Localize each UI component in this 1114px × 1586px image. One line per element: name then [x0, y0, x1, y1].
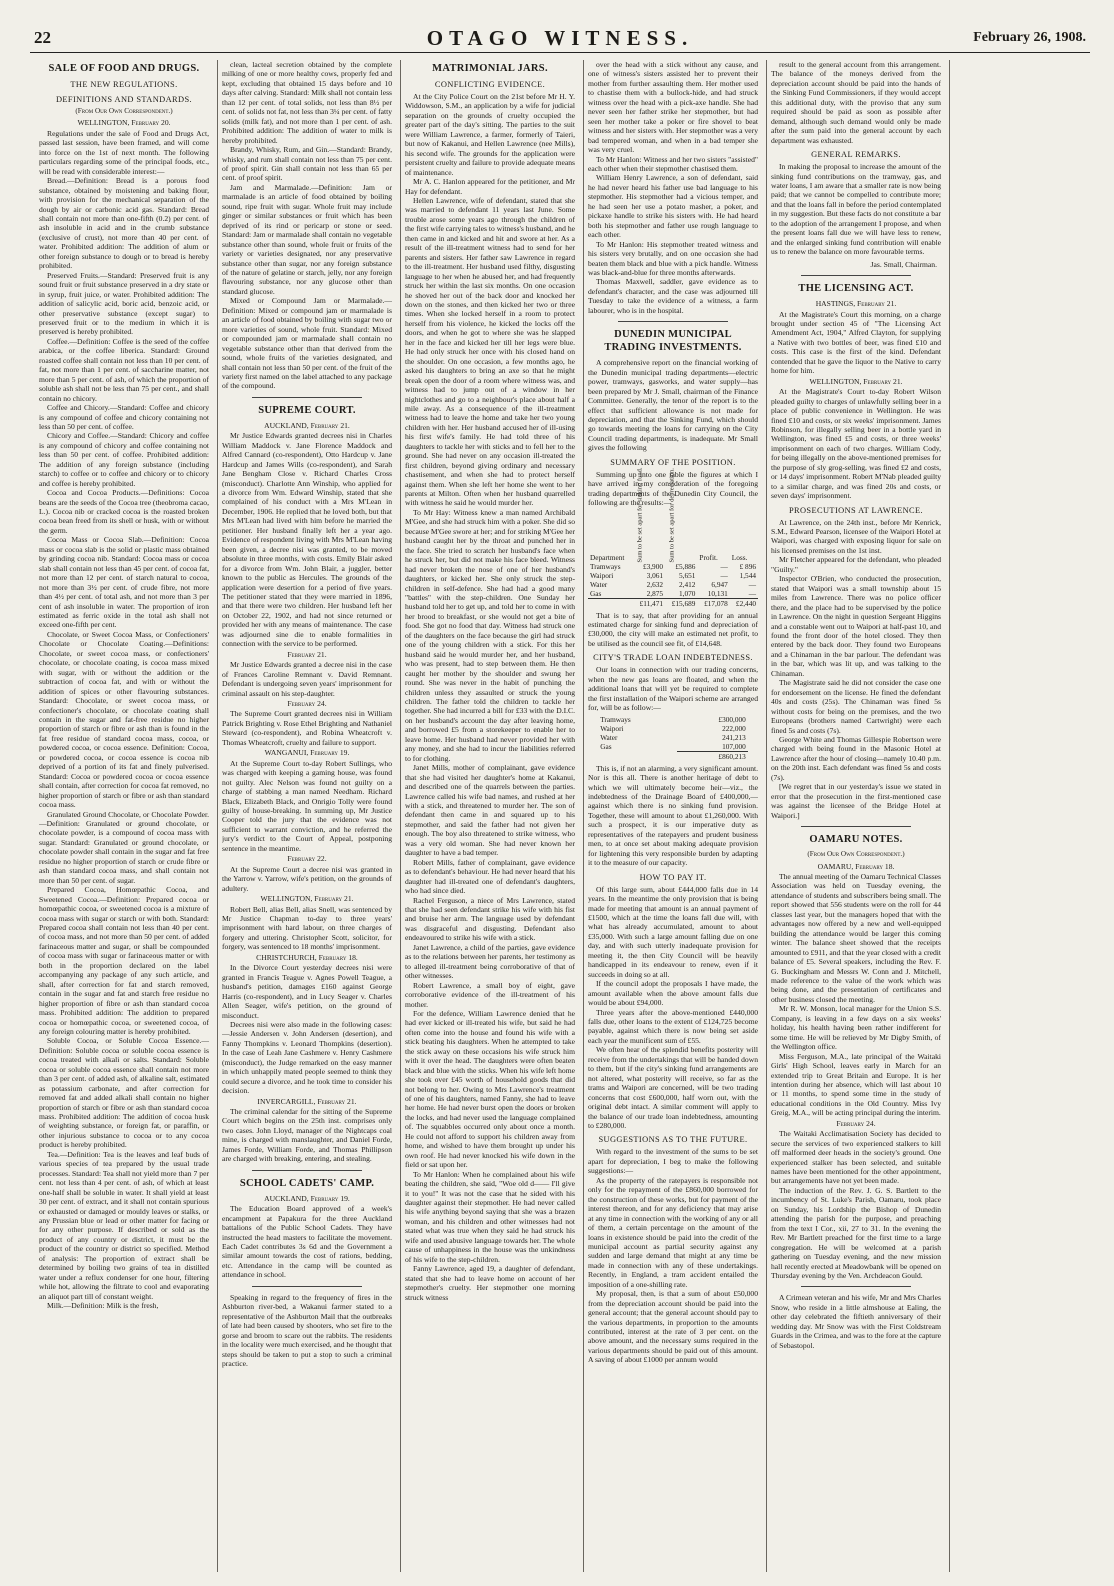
- newspaper-title: OTAGO WITNESS.: [426, 26, 694, 50]
- table-cell: 6,947: [711, 579, 728, 589]
- paragraph: Jam and Marmalade.—Definition: Jam or marmalade is an article of food obtained by boiling sound, ripe fruit with sugar. Whole fruit may include ginger or similar substances or fruit which has been deprived of its rind or pericarp or stone or seed. Standard: Jam or marmalade shall contain no vegetable substance other than sound, whole fruit or fruits of the variety or varieties designated, nor any preservative substance other than sugar, nor any foreign substance of the nature of gelatine or starch, jelly, nor any foreign flavouring substance, nor any glucose other than standard glucose.: [222, 182, 392, 296]
- table-cell: —: [748, 579, 756, 589]
- divider: [252, 397, 362, 398]
- section-subheading: SUGGESTIONS AS TO THE FUTURE.: [598, 1135, 748, 1145]
- article-headline: DUNEDIN MUNICIPAL TRADING INVESTMENTS.: [604, 329, 742, 354]
- paragraph: At the Magistrate's Court this morning, on a charge brought under section 45 of "The Licensing Act Amendment Act, 1904," Alfred Clayton, for supplying a Native with two bottles of beer, was fined £10 and costs. This case is the first of the kind. Defendant contended that he gave the liquor to the Native to carry home for him.: [771, 309, 941, 376]
- paragraph: At the Magistrate's Court to-day Robert Wilson pleaded guilty to charges of unlawfully selling beer in a place of public convenience in Wellington. He was fined £10 and costs, or six weeks' imprisonment. James Robinson, for illegally selling beer in a bottle yard in Wellington, was fined £5 and costs, or three weeks' imprisonment on each of two charges. William Cody, for being illegally on the above-mentioned premises for the purpose of sly grog-selling, was fined £2 and costs, or 14 days' imprisonment. Robert M'Nab pleaded guilty to a similar charge, and was fined 20s and costs, or seven days' imprisonment.: [771, 387, 941, 501]
- dateline: OAMARU, February 18.: [817, 861, 895, 871]
- paragraph: Milk.—Definition: Milk is the fresh,: [47, 1301, 159, 1311]
- paragraph: If the council adopt the proposals I have made, the amount available when the above amount falls due would be about £94,000.: [588, 979, 758, 1008]
- table-total-row: [588, 598, 758, 608]
- table-cell: Waipori: [590, 570, 614, 580]
- table-cell: 10,131: [707, 588, 728, 598]
- section-subheading: CITY'S TRADE LOAN INDEBTEDNESS.: [593, 653, 753, 663]
- paragraph: Robert Lawrence, a small boy of eight, gave corroborative evidence of the ill-treatment of his mother.: [405, 980, 575, 1009]
- paragraph: Tea.—Definition: Tea is the leaves and leaf buds of various species of tea prepared by the usual trade processes. Standard: Tea shall not yield more than 7 per cent. not less than 4 per cent. of ash, of which at least one-half shall be soluble in water. It shall yield at least 30 per cent. of extract, and it shall not contain spurious or exhausted or damaged or mouldy leaves or stalks, or any Prussian blue or lead or other matter for facing or for any other purpose. If described or sold as the product of any country or district, it must be the product of the country or district so specified. Method of analysis: The proportion of extract shall be determined by boiling two grains of tea in distilled water under a reflux condenser for one hour, filtering while hot, allowing the filtrate to cool and evaporating an aliquot part till of constant weight.: [39, 1149, 209, 1301]
- paragraph: Our loans in connection with our trading concerns, when the new gas loans are floated, and when the additional loans that will yet be required to complete the first installation of the Waipori scheme are arranged for, will be as follow:—: [588, 665, 758, 713]
- table-cell: 2,632: [646, 579, 664, 589]
- section-subheading: GENERAL REMARKS.: [811, 150, 901, 160]
- paragraph: The induction of the Rev. J. G. S. Bartlett to the incumbency of St. Luke's Parish, Oamaru, took place on Sunday, his Lordship the Bishop of Dunedin attending the parish for the purpose, and preaching from the text I Cor., xii, 27 to 31. In the evening the Rev. Mr Bartlett preached for the first time to a large congregation. He will be welcomed at a parish gathering on Tuesday evening, and the new mission hall recently erected at Meadowbank will be opened on Thursday evening by the Ven. Archdeacon Gould.: [771, 1185, 941, 1281]
- column-3: [405, 60, 575, 1572]
- table-cell: £5,886: [675, 561, 696, 571]
- paragraph: Soluble Cocoa, or Soluble Cocoa Essence.—Definition: Soluble cocoa or soluble cocoa essence is cocoa treated with alkali or salts. Standard: Soluble cocoa or soluble cocoa essence shall contain not more than 3 per cent. of added ash, of alkaline salt, estimated as potassium carbonate, and after correction for removed fat and added alkali shall contain no higher proportion of starch or fibre or ash than standard cocoa mass. Prohibited addition: The addition of cocoa husk of weighting substance, or foreign fat, or paraffin, or other injurious substance to cocoa or to any cocoa product is hereby prohibited.: [39, 1036, 209, 1150]
- paragraph: Chicory and Coffee.—Standard: Chicory and coffee is any compound of chicory and coffee containing not less than 50 per cent. of coffee. Prohibited addition: The addition of any foreign substance (including starch) to coffee or to coffee and chicory or to chicory and coffee is hereby prohibited.: [39, 431, 209, 488]
- table-row: [598, 724, 748, 733]
- loan-table: [598, 715, 748, 761]
- column-rule: [766, 60, 767, 1572]
- paragraph: Inspector O'Brien, who conducted the prosecution, stated that Waipori was a small township about 15 miles from Lawrence. There was no police officer there, and the place had to be supervised by the police in Lawrence. On the night in question Sergeant Higgins and a constable went out to Waipori at half-past 10, and found the front door of the hotel closed. They then entered by the back door. They found two Europeans and a Chinaman in the bar parlour. The defendant was in the bar, which was lit up, and was talking to the Chinaman.: [771, 574, 941, 678]
- paragraph: At the Supreme Court to-day Robert Sullings, who was charged with keeping a gaming house, was found not guilty. Alec Nelson was found not guilty on a charge of stabbing a man named Needham. Richard Black, Elizabeth Black, and Onrigio Tolly were found guilty of house-breaking. In summing up, Mr Justice Cooper told the jury that the evidence was not sufficient to warrant conviction, and he referred the jury's verdict to the Court of Appeal, postponing sentence in the meantime.: [222, 758, 392, 853]
- paragraph: In the Divorce Court yesterday decrees nisi were granted in Francis Teague v. Agnes Powell Teague, a husband's petition, damages £160 against George Harris (co-respondent), and in Lucy Seager v. Charles Allen Seager, wife's petition, on the ground of misconduct.: [222, 963, 392, 1020]
- divider: [252, 1286, 362, 1287]
- paragraph: At Lawrence, on the 24th inst., before Mr Kenrick, S.M., Edward Pearson, licensee of the Waipori Hotel at Waipori, was charged with exposing liquor for sale on his licensed premises on the 1st inst.: [771, 517, 941, 555]
- paragraph: William Henry Lawrence, a son of defendant, said he had never heard his father use bad language to his stepmother. His stepmother had a vicious temper, and he had seen her use a potato masher, a poker, and pickaxe handle to strike his sisters with. He had heard both his stepmother and father use rough language to each other.: [588, 173, 758, 240]
- dateline: WANGANUI, February 19.: [264, 748, 350, 758]
- table-cell: £17,078: [697, 598, 729, 608]
- article-headline: SALE OF FOOD AND DRUGS.: [48, 63, 200, 74]
- paragraph: over the head with a stick without any cause, and one of witness's sisters assisted her to prevent their mother from further assaulting them. Her mother used to chastise them with a bullock-hide, and had struck witness over the head with a pick-axe handle. She had never seen her father strike her stepmother, but had seen her mother take a poker or fire shovel to beat witness and her sisters with. Her stepmother was a very bad tempered woman, and when in a bad temper she was very cruel.: [588, 60, 758, 155]
- paragraph: The criminal calendar for the sitting of the Supreme Court which begins on the 25th inst. comprises only two cases. John Lloyd, manager of the Nightcaps coal mine, is charged with manslaughter, and Daniel Forde, James Forde, William Forde, and Thomas Phillipson are charged with breaking, entering, and stealing.: [222, 1107, 392, 1164]
- page-number: 22: [34, 28, 51, 47]
- paragraph: The annual meeting of the Oamaru Technical Classes Association was held on Tuesday evening, the attendance of students and subscribers being small. The report showed that 556 students were on the roll for 44 classes last year, but the managers hoped that with the advantages now offered by a new and well-equipped building the attendance would be larger this coming winter. The balance sheet showed that the receipts amounted to £911, and that the year closed with a credit balance of £5. Several speakers, including the Rev. F. G. Buckingham and Messrs W. Conn and J. Mitchell, made reference to the value of the work which was being done, and the presentation of certificates and other business closed the meeting.: [771, 871, 941, 1004]
- table-cell: 2,412: [678, 579, 696, 589]
- table-cell: Water: [590, 579, 608, 589]
- article-headline: THE LICENSING ACT.: [798, 283, 914, 295]
- paragraph: Summing up into one table the figures at which I have arrived in my consideration of the foregoing trading departments of the Dunedin City Council, the following are the results:—: [588, 469, 758, 508]
- table-cell: 5,651: [678, 570, 696, 580]
- dateline: February 24.: [287, 699, 327, 708]
- dateline: February 22.: [287, 854, 327, 864]
- table-cell: —: [720, 561, 728, 571]
- paragraph: Coffee.—Definition: Coffee is the seed of the coffee arabica, or the coffee liberica. Standard: Ground roasted coffee shall contain not less than 10 per cent. of fat, not more than 1 per cent. of saccharine matter, not more than 5 per cent. of ash, of which the proportion of soluble ash shall not be less than 75 per cent., and shall contain no chicory.: [39, 336, 209, 403]
- column-rule: [949, 60, 950, 1572]
- table-row: [588, 571, 758, 580]
- paragraph: Hellen Lawrence, wife of defendant, stated that she was married to defendant 11 years last June. Some trouble arose some years ago through the children of the first wife carrying tales to witness's husband, and he then came in and kicked and hit and swore at her. As a result of the ill-treatment witness had to send for her parents and sisters. Her father saw Lawrence in regard to the ill-treatment. Her husband used filthy, disgusting language to her when he abused her, and had frequently struck her within the last six months. On one occasion he shoved her out of the back door and knocked her down on the stones, and then kicked her two or three times. When she locked herself in a room to protect herself from his violence, he kicked the locks off the doors, and when he got to where she was he slapped her in the face and kicked her till her legs were blue. He had only struck her once with his closed hand on the shoulder. On one occasion, a few months ago, he asked his daughters to bring an axe so that he might break open the door of a room where witness was, and witness had to jump out of a window in her nightclothes and go to a neighbour's place about half a mile away. As a consequence of the ill-treatment witness had to leave the home and take her two young children with her. Her husband accused her of ill-using his first wife's family. He had told three of his daughters to tackle her with sticks and to fell her to the ground. She had never on any occasion ill-treated the first children, beyond giving ordinary and necessary chastisement, and when she had to protect herself against them. When she left her home she went to her parents at Milton. Often when her husband quarrelled with witness he said he would murder her.: [405, 195, 575, 508]
- paragraph: Brandy, Whisky, Rum, and Gin.—Standard: Brandy, whisky, and rum shall contain not less than 75 per cent. of proof spirit. Gin shall contain not less than 65 per cent. of proof spirit.: [222, 145, 392, 183]
- dateline: WELLINGTON, February 21.: [809, 376, 903, 386]
- table-header: Profit.: [699, 552, 718, 562]
- table-cell: 107,000: [722, 741, 746, 751]
- paragraph: Fanny Lawrence, aged 19, a daughter of defendant, stated that she had to leave home on account of her stepmother's cruelty. Her stepmother one morning struck witness: [405, 1264, 575, 1302]
- table-total-row: [598, 751, 748, 761]
- table-row: [598, 733, 748, 742]
- paragraph: Mixed or Compound Jam or Marmalade.—Definition: Mixed or compound jam or marmalade is an article of food obtained by boiling with sugar two or more varieties of sound, whole fruit. Standard: Mixed or compounded jam or marmalade shall contain no vegetable substance other than that derived from the sound, whole fruits of the varieties designated, and shall contain not less than 50 per cent. of the fruit of the variety first named on the label attached to any package of the compound.: [222, 296, 392, 391]
- table-cell: £860,213: [677, 751, 748, 761]
- dateline: CHRISTCHURCH, February 18.: [256, 952, 358, 962]
- paragraph: My proposal, then, is that a sum of about £50,000 from the depreciation account should be paid into the general account; that the general account should pay to the various departments, in proportion to the amounts contributed, interest at the rate of 3 per cent. on the above amount, and the necessary sums required in the various departments should be paid out of this amount. A saving of about £1000 per annum would: [588, 1289, 758, 1365]
- article-headline: SUPREME COURT.: [258, 404, 356, 416]
- table-cell: —: [720, 570, 728, 580]
- paragraph: The Supreme Court granted decrees nisi in William Patrick Brighting v. Rose Ethel Brighting and Nathaniel Steward (co-respondent), and Robina Wheatcroft v. Thomas Wheatcroft, cruelty and failure to support.: [222, 709, 392, 747]
- paragraph: Three years after the above-mentioned £440,000 falls due, other loans to the extent of £124,725 become payable, against which there is now being set aside each year the munificent sum of £55.: [588, 1007, 758, 1045]
- table-cell: £15,689: [665, 598, 697, 608]
- article-subheading: DEFINITIONS AND STANDARDS.: [55, 95, 193, 104]
- dateline: INVERCARGILL, February 21.: [257, 1096, 357, 1106]
- paragraph: This is, if not an alarming, a very significant amount. Nor is this all. There is another heritage of debt to which we will ultimately become heir—viz., the indebtedness of the Drainage Board of £400,000,—against which there is no sinking fund provision. Together, these will amount to about £1,260,000. With such a prospect, it is our imperative duty as representatives of the ratepayers and prudent business men, to at once set about making adequate provision for lightening this very responsible burden by adapting it to the measure of our capacity.: [588, 763, 758, 868]
- paragraph: Rachel Ferguson, a niece of Mrs Lawrence, stated that she had seen defendant strike his wife with his fist and bruise her arm. The language used by defendant was disgraceful and disgusting. Defendant also endeavoured to strike his wife with a stick.: [405, 895, 575, 943]
- paragraph: Granulated Ground Chocolate, or Chocolate Powder.—Definition: Granulated or ground chocolate, or chocolate powder, is a compound of cocoa mass with sugar. Standard: Granulated or ground chocolate, or chocolate powder shall contain in the sugar and fat free residue no higher proportion of starch or crude fibre or ash than standard cocoa mass, and shall contain not more than 50 per cent. of sugar.: [39, 809, 209, 885]
- article-headline: OAMARU NOTES.: [809, 834, 903, 846]
- table-cell: [588, 598, 633, 608]
- column-rule: [400, 60, 401, 1572]
- divider: [252, 1170, 362, 1171]
- table-cell: 1,070: [678, 588, 696, 598]
- table-cell: —: [748, 588, 756, 598]
- paragraph: Bread.—Definition: Bread is a porous food substance, obtained by moistening and baking flour, with provision for the mechanical separation of the dough by air or carbonic acid gas. Standard: Bread shall contain not more than one-fifth (0.2) per cent. of ash insoluble in acid and in the crumb substance (exclusive of crust), not more than 40 per cent. of water. Prohibited addition: The addition of alum or other foreign substance to dough or to bread is hereby prohibited.: [39, 176, 209, 271]
- column-rule: [217, 60, 218, 1572]
- paragraph: Prepared Cocoa, Homœpathic Cocoa, and Sweetened Cocoa.—Definition: Prepared cocoa or homœpathic cocoa, or sweetened cocoa is a mixture of cocoa mass with sugar or starch or with both. Standard: Prepared cocoa shall contain not less than 40 per cent. of cocoa mass, and not more than 50 per cent. of added farinaceous matter and sugar, or shall be compounded of cocoa mass with sugar or farinaceous matter or with both in the proportion declared on the label accompanying any package of any such article, and shall, after correction for fat and starch removed, contain in the sugar and fat and starch free residue no higher proportion of fibre or ash than standard cocoa mass. Prohibited addition: The addition to prepared cocoa or homœpathic cocoa, or sweetened cocoa, of any foreign colouring matter is hereby prohibited.: [39, 885, 209, 1036]
- article-headline: MATRIMONIAL JARS.: [432, 63, 548, 74]
- table-cell: Tramways: [590, 561, 621, 571]
- table-cell: £ 896: [739, 561, 756, 571]
- paragraph: Mr A. C. Hanlon appeared for the petitioner, and Mr Hay for defendant.: [405, 177, 575, 196]
- paragraph: Mr Fletcher appeared for the defendant, who pleaded "Guilty.": [771, 555, 941, 574]
- dateline: WELLINGTON, February 20.: [77, 118, 171, 128]
- dateline: AUCKLAND, February 19.: [264, 1193, 350, 1203]
- paragraph: To Mr Hanlon: His stepmother treated witness and his sisters very brutally, and on one occasion she had beaten them black and blue with a pick handle. Witness was black-and-blue for three months afterwards.: [588, 239, 758, 277]
- paragraph: To Mr Hanlon: Witness and her two sisters "assisted" each other when their stepmother chastised them.: [588, 154, 758, 173]
- paragraph: Preserved Fruits.—Standard: Preserved fruit is any sound fruit or fruit substance preserved in a dry state or in syrup, fruit juice, or water. Prohibited addition: The addition of salicylic acid, boric acid, benzoic acid, or other preservative substance (except sugar) to preserved fruit or to the medium in which it is preserved is hereby prohibited.: [39, 270, 209, 337]
- paragraph: Coffee and Chicory.—Standard: Coffee and chicory is any compound of coffee and chicory containing not less than 50 per cent. of coffee.: [39, 403, 209, 431]
- byline: (From Our Own Correspondent.): [75, 107, 173, 115]
- table-cell: 2,875: [646, 588, 664, 598]
- table-cell: £2,440: [730, 598, 758, 608]
- table-header: Loss.: [731, 552, 748, 562]
- table-cell: Gas: [590, 588, 602, 598]
- paragraph: [We regret that in our yesterday's issue we stated in error that the prosecution in the first-mentioned case was against the licensee of the Bridge Hotel at Waipori.]: [771, 782, 941, 820]
- paragraph: For the defence, William Lawrence denied that he had ever kicked or ill-treated his wife, but said he had often come into the house and found his wife with a stick beating his daughters. When he attempted to take the stick away on these occasions his wife struck him with it over the head. The daughters were often beaten black and blue with the sticks. When his wife left home she took over £45 worth of household goods that did not belong to her. Owing to Mrs Lawrence's treatment of one of his daughters, named Fanny, she had to leave her home. He had never burst open the doors or broken the locks, and had never used the language complained of. The squabbles occurred only about once a month. He could not afford to support his children away from home, and wished to have them brought up under his own roof. He had never knocked his wife down in the field or sat upon her.: [405, 1008, 575, 1170]
- paragraph: Mr Justice Edwards granted a decree nisi in the case of Frances Caroline Remnant v. David Remnant. Defendant is undergoing seven years' imprisonment for criminal assault on his step-daughter.: [222, 660, 392, 698]
- dateline: February 24.: [836, 1118, 876, 1128]
- table-row: [588, 589, 758, 599]
- column-1: [39, 60, 209, 1572]
- paragraph: A comprehensive report on the financial working of the Dunedin municipal trading departments—electric power, tramways, gasworks, and water supply—has been prepared by Mr J. Small, chairman of the Finance Committee. Generally, the tenor of the report is to the effect that sufficient allowance is not made for depreciation, and that the Sinking Fund, which should go towards meeting the loans for carrying on the City Council trading departments, is inadequate. Mr Small gives the following: [588, 358, 758, 453]
- paragraph: Miss Ferguson, M.A., late principal of the Waitaki Girls' High School, leaves early in March for an extended trip to Great Britain and Europe. It is her intention during her absence, which will last about 10 or 11 months, to spend some time in the study of educational conditions in the Old Country. Miss Ivy Greig, M.A., will be acting principal during the interim.: [771, 1051, 941, 1118]
- table-cell: 1,544: [739, 570, 756, 580]
- table-cell: £11,471: [633, 598, 665, 608]
- table-cell: £3,900: [642, 561, 664, 571]
- divider: [801, 275, 911, 276]
- table-cell: 222,000: [722, 723, 746, 733]
- paragraph: The Waitaki Acclimatisation Society has decided to secure the services of two experienced stalkers to kill off malformed deer heads in the society's ground. One experienced stalker has been selected, and suitable names have been mentioned for the other appointment, but arrangements have not yet been made.: [771, 1129, 941, 1186]
- paragraph: Decrees nisi were also made in the following cases:—Jessie Andersen v. John Andersen (desertion), and Fanny Thompkins v. Leonard Thompkins (desertion). In the case of Leah Jane Cashmere v. Henry Cashmere (misconduct), the Judge remarked on the easy manner in which unhappily mated people seemed to think they could secure a divorce, and he took time to consider his decision.: [222, 1019, 392, 1096]
- article-subheading: THE NEW REGULATIONS.: [70, 80, 178, 89]
- paragraph: Robert Mills, father of complainant, gave evidence as to defendant's behaviour. He had never heard that his daughter had ill-treated one of defendant's daughters, who had since died.: [405, 857, 575, 896]
- section-subheading: SUMMARY OF THE POSITION.: [610, 457, 736, 467]
- divider: [801, 1286, 911, 1287]
- table-row: [598, 742, 748, 752]
- paragraph: George White and Thomas Gillespie Robertson were charged with being found in the Masonic Hotel at Lawrence after the hour of closing—namely 10.40 p.m. on the 20th inst. Each defendant was fined 5s and costs (7s).: [771, 735, 941, 782]
- divider: [801, 826, 911, 827]
- paragraph: Janet Lawrence, a child of the parties, gave evidence as to the relations between her parents, her testimony as to alleged ill-treatment being corroborative of that of other witnesses.: [405, 942, 575, 981]
- paragraph: As the property of the ratepayers is responsible not only for the repayment of the £860,000 borrowed for the construction of these works, but for payment of the interest thereon, and for any deficiency that may arise at any time in connection with the working of any or all of them, a certain percentage on the amount of the loans in existence should be paid into the credit of the municipal account as partial security against any sudden and large demand that might at any time be made in connection with any of these undertakings. Recently, in England, a tram accident entailed the imposition of a one-shilling rate.: [588, 1175, 758, 1289]
- column-rule: [583, 60, 584, 1572]
- table-cell: 241,213: [722, 732, 746, 742]
- table-cell: Water: [600, 732, 618, 742]
- section-subheading: PROSECUTIONS AT LAWRENCE.: [788, 505, 924, 515]
- table-header-row: [588, 510, 758, 562]
- table-header: Sum to be set apart for sinking fund.: [636, 467, 644, 563]
- masthead: [30, 26, 1090, 53]
- paragraph: To Mr Hanlon: When he complained about his wife beating the children, she said, "Woe old d—— I'll give it to you!" It was not the case that he sided with his daughter against their stepmother. He had never called his wife anything beyond saying that she was a brazen woman, and his children and other witnesses had not stated what was true when they said he had struck his wife and used abusive language towards her. The whole cause of unhappiness in the house was the unkindness of his wife to the step-children.: [405, 1169, 575, 1264]
- paragraph: That is to say, that after providing for an annual estimated charge for sinking fund and depreciation of £30,000, the city will make an estimated net profit, to be utilised as the council see fit, of £14,648.: [588, 610, 758, 648]
- paragraph: Mr Justice Edwards granted decrees nisi in Charles William Maddock v. Jane Florence Maddock and Alfred Cannard (co-respondent), Otto Hardcup v. Jane Hardcup and James Wills (co-respondent), and Sarah Jane Bengham Close v. Richard Charles Cross (misconduct). Charlotte Ann Winship, who applied for a divorce from Wm. Edward Winship, stated that she complained of his conduct with a Mrs M'Lean in December, 1906. He replied that he loved both, but that Mrs M'Lean had lived with him before he married the petitioner. Her husband finally left her a year ago. Evidence of respondent living with Mrs M'Lean having been given, a decree nisi was granted, to be moved absolute in three months, with costs. Emily Blair asked for a divorce from Wm. John Blair, a juggler, better known to the public as Hercules. The grounds of the application were desertion for a period of five years. The petitioner stated that they were married in 1896, and that there were two children. Her husband left her on October 22, 1902, and had not since returned or provided her with any means of maintenance. The case was adjourned sine die to enable formalities in connection with the service to be performed.: [222, 431, 392, 649]
- table-row: [588, 580, 758, 589]
- paragraph: We often hear of the splendid benefits posterity will receive from the undertakings that will be handed down to them, but if the city's sinking fund arrangements are not altered, what posterity will receive, so far as the trams and Waipori are concerned, will be two trading concerns that cost £600,000, half worn out, with the original debt intact. A similar comment will apply to the balance of our trade loan indebtedness, amounting to £280,000.: [588, 1045, 758, 1130]
- paragraph: The Education Board approved of a week's encampment at Papakura for the three Auckland battalions of the Public School Cadets. They have instructed the head masters to facilitate the movement. Each Cadet contributes 3s 6d and the Government a similar amount towards the cost of rations, bedding, etc. Attendance in the camp will be counted as attendance in school.: [222, 1204, 392, 1280]
- article-subheading: CONFLICTING EVIDENCE.: [434, 80, 546, 89]
- paragraph: Speaking in regard to the frequency of fires in the Ashburton river-bed, a Wakanui farmer stated to a representative of the Ashburton Mail that the outbreaks of late had been caused by shooters, who set fire to the gorse and broom to scare out the rabbits. The residents in the locality were much exercised, and he thought that steps should be taken to put a stop to such a criminal practice.: [222, 1292, 392, 1368]
- column-4: [588, 60, 758, 1572]
- divider: [618, 321, 728, 322]
- dateline: AUCKLAND, February 21.: [264, 420, 350, 430]
- table-row: [598, 715, 748, 724]
- paragraph: Cocoa Mass or Cocoa Slab.—Definition: Cocoa mass or cocoa slab is the solid or plastic mass obtained by grinding cocoa nib. Standard: Cocoa mass or cocoa slab shall contain not less than 45 per cent. of cocoa fat, not more than 12 per cent. of starch natural to cocoa, not more than 3½ per cent. of crude fibre, not more than 4½ per cent. of total ash, and not more than 3 per cent of ash insoluble in water. The proportion of iron estimated as ferric oxide in the total ash shall not exceed one-fifth per cent.: [39, 535, 209, 630]
- paragraph: Janet Mills, mother of complainant, gave evidence that she had visited her daughter's home at Kakanui, and described one of the quarrels between the parties. Lawrence called his wife bad names, and rushed at her with a stick, and threatened to murder her. The son of defendant then came in and squared up to his stepmother, and said the father had not given her enough. The boy also threatened to strike witness, who was a very old woman. She had never known her daughter to have a bad temper.: [405, 763, 575, 858]
- paragraph: Chocolate, or Sweet Cocoa Mass, or Confectioners' Chocolate or Chocolate Coating.—Definitions: Chocolate, or sweet cocoa mass, or confectioners' chocolate, or chocolate coating, is cocoa mass mixed with sugar, with or without the addition or the subtraction of cocoa fat, and with or without the addition of spices or other flavouring substances. Standard: Chocolate, or sweet cocoa mass, or confectioner's chocolate, or chocolate coating shall contain in the sugar and fat-free residue no higher proportion of starch or fibre or ash than is found in the fat free residue of standard cocoa mass, cocoa, or powdered cocoa, or cocoa essence. Definition: Cocoa, or powdered cocoa, or cocoa essence is cocoa nib deprived of a portion of its fat and finely pulverised. Standard: Cocoa or powdered cocoa or cocoa essence shall contain, after correction for cocoa fat removed, no higher proportion of starch or fibre or ash than standard cocoa mass.: [39, 629, 209, 810]
- signature: Jas. Small, Chairman.: [870, 259, 937, 269]
- table-cell: Gas: [600, 741, 612, 751]
- paragraph: In making the proposal to increase the amount of the sinking fund contributions on the tramway, gas, and water loans, I am aware that a smaller rate is now being paid; that we cannot be compelled to contribute more; and that the loans fall in before the period contemplated in my suggestion. But these facts do not constitute a bar to the adoption of the arrangement I propose, and when the present loans fall due we will have less to renew, and the enlarged sinking fund contribution will enable us to renew the balance on more favourable terms.: [771, 162, 941, 257]
- paragraph: Regulations under the sale of Food and Drugs Act, passed last session, have been framed, and will come into force on the 1st of next month. The following particulars regarding some of the principal foods, etc., will be read with considerable interest:—: [39, 128, 209, 176]
- paragraph: A Crimean veteran and his wife, Mr and Mrs Charles Snow, who reside in a little almshouse at Ealing, the other day celebrated the fiftieth anniversary of their wedding day. Mr Snow was with the First Coldstream Guards in the Crimea, and was to the fore at the capture of Sebastopol.: [771, 1293, 941, 1350]
- paragraph: With regard to the investment of the sums to be set apart for depreciation, I beg to make the following suggestions:—: [588, 1147, 758, 1176]
- table-cell: Tramways: [600, 714, 631, 724]
- dateline: HASTINGS, February 21.: [815, 299, 897, 309]
- section-subheading: HOW TO PAY IT.: [639, 872, 707, 882]
- paragraph: clean, lacteal secretion obtained by the complete milking of one or more healthy cows, properly fed and kept, excluding that obtained 15 days before and 10 days after calving. Standard: Milk shall not contain less than 12 per cent. of total solids, not less than 8½ per cent. of solids not fat, not less than 3¼ per cent. of fatty solids (milk fat), and not more than 1 per cent. of ash. Prohibited addition: The addition of water to milk is hereby prohibited.: [222, 60, 392, 145]
- paragraph: Robert Bell, alias Bell, alias Snell, was sentenced by Mr Justice Chapman to-day to three years' imprisonment with hard labour, on three charges of forgery and uttering. Christopher Scott, solicitor, for forgery, was sentenced to 18 months' imprisonment.: [222, 904, 392, 952]
- byline: (From Our Own Correspondent.): [807, 850, 905, 859]
- column-2: [222, 60, 392, 1572]
- paragraph: Mr R. W. Monson, local manager for the Union S.S. Company, is leaving in a few days on a six weeks' holiday, his health having been rather indifferent for some time. He will be relieved by Mr Digby Smith, of the Wellington office.: [771, 1004, 941, 1052]
- paragraph: At the City Police Court on the 21st before Mr H. Y. Widdowson, S.M., an application by a wife for judicial separation on the grounds of cruelty occupied the greater part of the day's sitting. The parties to the suit were William Lawrence, a farmer, formerly of Taieri, but now of Kakanui, and Hellen Lawrence (nee Mills), his second wife. The grounds for the application were persistent cruelty and failure to provide adequate means of maintenance.: [405, 92, 575, 177]
- dateline: WELLINGTON, February 21.: [260, 894, 354, 904]
- table-header: Sum to be set apart for depreciation.: [668, 467, 676, 563]
- table-cell: £300,000: [718, 714, 746, 724]
- paragraph: At the Supreme Court a decree nisi was granted in the Yarrow v. Yarrow, wife's petition, on the grounds of adultery.: [222, 864, 392, 893]
- paragraph: Of this large sum, about £444,000 falls due in 14 years. In the meantime the only provision that is being made for meeting that amount is an annual payment of £1500, which at the time the loans fall due will, with what has already accumulated, amount to about £35,000. With such a large amount falling due on one day, and with such utterly inadequate provision for meeting it, the then City Council will be heavily handicapped in its endeavour to renew, even if it succeeds in doing so at all.: [588, 884, 758, 979]
- issue-date: February 26, 1908.: [973, 30, 1086, 45]
- paragraph: Cocoa and Cocoa Products.—Definitions: Cocoa beans are the seeds of the Cocoa tree (theobroma cacao, L.). Cocoa nib or cracked cocoa is the roasted broken cocoa bean freed from its shell or husk, with or without the germ.: [39, 488, 209, 535]
- paragraph: result to the general account from this arrangement. The balance of the moneys derived from the depreciation account should be paid into the hands of the Sinking Fund Commissioners, if they would accept this additional duty, with the proviso that any sum required should be paid as soon as possible after demand, although such demand would only be made after the sum paid into the general account by each department was exhausted.: [771, 60, 941, 145]
- table-cell: Waipori: [600, 723, 624, 733]
- table-cell: 3,061: [646, 570, 664, 580]
- paragraph: To Mr Hay: Witness knew a man named Archibald M'Gee, and she had struck him with a poker. She did so because M'Gee swore at her; and for striking M'Gee her husband caught her by the throat and punched her in the face. She tried to scratch her husband's face when he struck her, but did not make his face bleed. Witness had never broken the nose of one of her husband's daughters, or kicked her. She only struck the step-children in self-defence. She had had a good many "battles" with the step-children. One Sunday her husband told her to get up, and told her to come in with her brood to breakfast, or she would not get a bite of food. She got no food that day. Witness had struck one of the daughters on the face because the girl had struck one of the young children with a stick. For this her husband said he would murder her, and her husband, who was present, had to step between them. He then caught her mother by the shoulder and swung her round. She was never in the habit of punching the children unless they assaulted or struck the young children. The father told the children to tackle her together. She had incurred a bill for £33 with the D.I.C. on her husband's account the day after leaving home, and borrowed £5 from a storekeeper to enable her to leave home. Her husband had never provided her with any money, and she had to incur the liabilities referred to for clothing.: [405, 507, 575, 763]
- paragraph: Thomas Maxwell, saddler, gave evidence as to defendant's character, and the case was adjourned till Tuesday to take the evidence of a witness, a farm labourer, who is in the hospital.: [588, 277, 758, 315]
- table-header: Department: [590, 552, 625, 562]
- column-5: [771, 60, 941, 1572]
- article-headline: SCHOOL CADETS' CAMP.: [239, 1177, 375, 1189]
- dateline: February 21.: [287, 649, 327, 659]
- paragraph: The Magistrate said he did not consider the case one for endorsement on the license. He fined the defendant 40s and costs (25s). The Chinaman was fined 5s without costs for being on the premises, and the two Europeans (brothers named Cartwright) were each fined 5s and costs (7s).: [771, 678, 941, 735]
- table-row: [588, 562, 758, 571]
